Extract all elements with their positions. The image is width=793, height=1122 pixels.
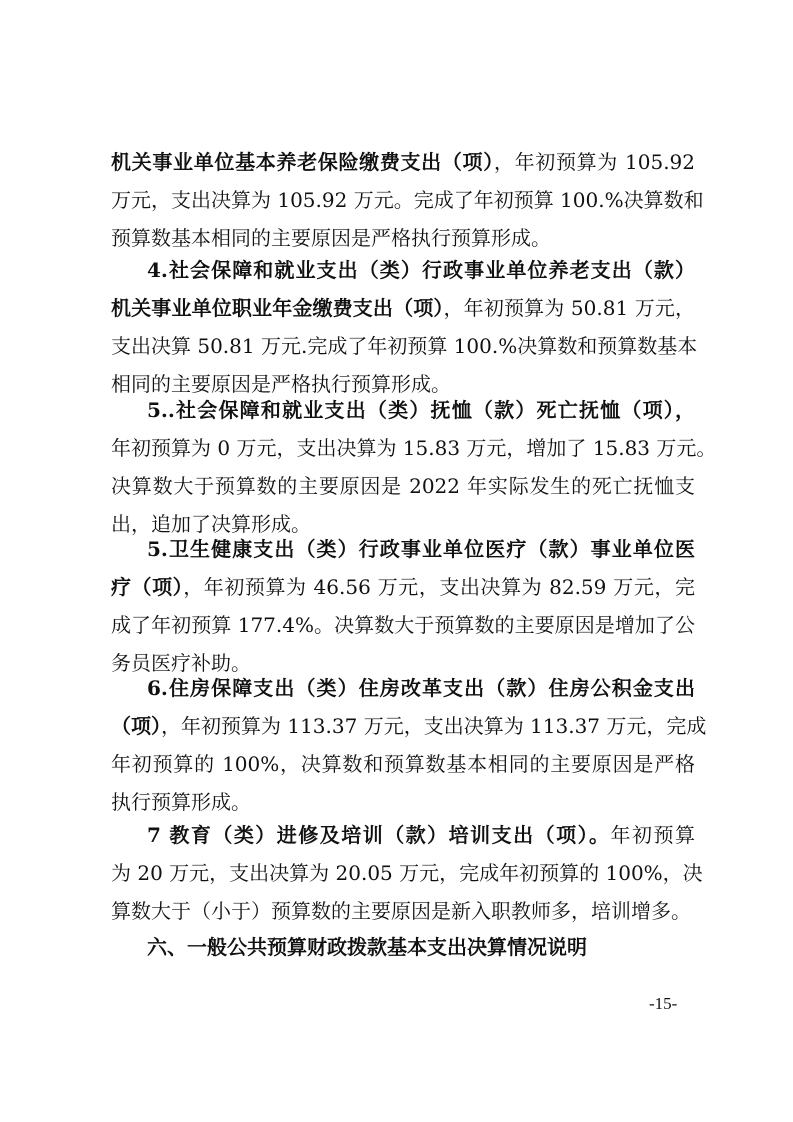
- text-line: 年初预算的 100%，决算数和预算数基本相同的主要原因是严格: [111, 752, 695, 776]
- text-span: ，年初预算为 105.92: [493, 150, 695, 174]
- item-title-text: 4.社会保障和就业支出（类）行政事业单位养老支出（款）: [147, 258, 695, 282]
- text-line: [111, 291, 695, 325]
- text-line: 支出决算 50.81 万元.完成了年初预算 100.%决算数和预算数基本: [111, 334, 698, 358]
- text-span: ，年初预算为 113.37 万元，支出决算为 113.37 万元，完成: [161, 714, 707, 738]
- item-title-text: 5..社会保障和就业支出（类）抚恤（款）死亡抚恤（项），: [147, 398, 695, 422]
- item-title: 机关事业单位基本养老保险缴费支出（项）: [111, 150, 494, 174]
- text-line: 年初预算为 0 万元，支出决算为 15.83 万元，增加了 15.83 万元。: [111, 436, 717, 460]
- text-line: 决算数大于预算数的主要原因是 2022 年实际发生的死亡抚恤支: [111, 474, 695, 498]
- text-line: 算数大于（小于）预算数的主要原因是新入职教师多，培训增多。: [111, 899, 691, 923]
- text-line: [111, 709, 707, 743]
- item-title: 7 教育（类）进修及培训（款）培训支出（项）。: [147, 823, 611, 847]
- text-line: 执行预算形成。: [111, 790, 251, 814]
- item-title: （项）: [111, 714, 161, 738]
- item-title-text: 5.卫生健康支出（类）行政事业单位医疗（款）事业单位医: [147, 537, 695, 561]
- text-line: 预算数基本相同的主要原因是严格执行预算形成。: [111, 226, 551, 250]
- text-line: 务员医疗补助。: [111, 651, 251, 675]
- item-title: [147, 253, 695, 287]
- item-title: [147, 671, 695, 705]
- text-line: [111, 570, 695, 604]
- section-heading: 六、一般公共预算财政拨款基本支出决算情况说明: [147, 935, 587, 959]
- item-title: 疗（项）: [111, 575, 184, 599]
- item-title: [147, 393, 695, 427]
- text-span: ，年初预算为 46.56 万元，支出决算为 82.59 万元，完: [183, 575, 695, 599]
- text-line: 成了年初预算 177.4%。决算数大于预算数的主要原因是增加了公: [111, 613, 695, 637]
- text-line: 万元，支出决算为 105.92 万元。完成了年初预算 100.%决算数和: [111, 188, 704, 212]
- text-line: [111, 145, 695, 179]
- item-title-text: 6.住房保障支出（类）住房改革支出（款）住房公积金支出: [147, 676, 695, 700]
- item-title: [147, 532, 695, 566]
- text-line: 相同的主要原因是严格执行预算形成。: [111, 372, 451, 396]
- text-line: 为 20 万元，支出决算为 20.05 万元，完成年初预算的 100%，决: [111, 861, 703, 885]
- item-title: 机关事业单位职业年金缴费支出（项）: [111, 296, 444, 320]
- page-number: -15-: [649, 994, 678, 1013]
- text-span: ，年初预算为 50.81 万元，: [443, 296, 695, 320]
- text-line: 出，追加了决算形成。: [111, 512, 311, 536]
- text-line: [147, 818, 695, 852]
- text-span: 年初预算: [610, 823, 695, 847]
